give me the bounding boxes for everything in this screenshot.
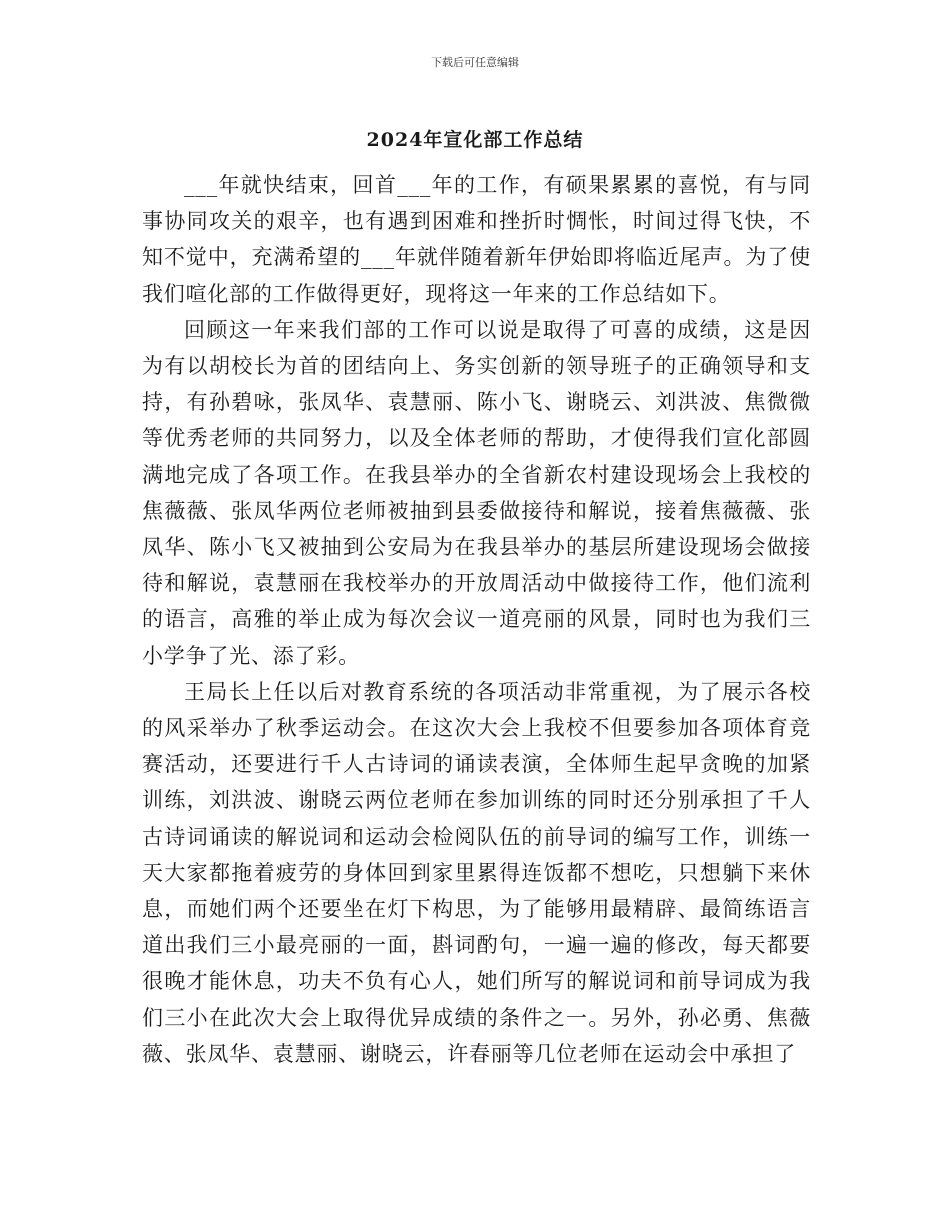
paragraph: ___年就快结束，回首___年的工作，有硕果累累的喜悦，有与同事协同攻关的艰辛，也有遇到困难和挫折时惆怅，时间过得飞快，不知不觉中，充满希望的___年就伴随着新年伊始即将临近尾声。为了使我们喧化部的工作做得更好，现将这一年来的工作总结如下。 <box>142 173 811 306</box>
document-body <box>142 167 811 1072</box>
paragraph: 回顾这一年来我们部的工作可以说是取得了可喜的成绩，这是因为有以胡校长为首的团结向上、务实创新的领导班子的正确领导和支持，有孙碧咏，张凤华、袁慧丽、陈小飞、谢晓云、刘洪波、焦微微等优秀老师的共同努力，以及全体老师的帮助，才使得我们宣化部圆满地完成了各项工作。在我县举办的全省新农村建设现场会上我校的焦薇薇、张凤华两位老师被抽到县委做接待和解说，接着焦薇薇、张凤华、陈小飞又被抽到公安局为在我县举办的基层所建设现场会做接待和解说，袁慧丽在我校举办的开放周活动中做接待工作，他们流利的语言，高雅的举止成为每次会议一道亮丽的风景，同时也为我们三小学争了光、添了彩。 <box>142 317 811 668</box>
document-title: 2024年宣化部工作总结 <box>366 129 584 151</box>
paragraph: 王局长上任以后对教育系统的各项活动非常重视，为了展示各校的风采举办了秋季运动会。在这次大会上我校不但要参加各项体育竞赛活动，还要进行千人古诗词的诵读表演，全体师生起早贪晚的加紧训练，刘洪波、谢晓云两位老师在参加训练的同时还分别承担了千人古诗词诵读的解说词和运动会检阅队伍的前导词的编写工作，训练一天大家都拖着疲劳的身体回到家里累得连饭都不想吃，只想躺下来休息，而她们两个还要坐在灯下构思，为了能够用最精辟、最简练语言道出我们三小最亮丽的一面，斟词酌句，一遍一遍的修改，每天都要很晚才能休息，功夫不负有心人，她们所写的解说词和前导词成为我们三小在此次大会上取得优异成绩的条件之一。另外，孙必勇、焦薇薇、张凤华、袁慧丽、谢晓云，许春丽等几位老师在运动会中承担了 <box>142 679 811 1066</box>
header-note: 下载后可任意编辑 <box>431 56 519 69</box>
